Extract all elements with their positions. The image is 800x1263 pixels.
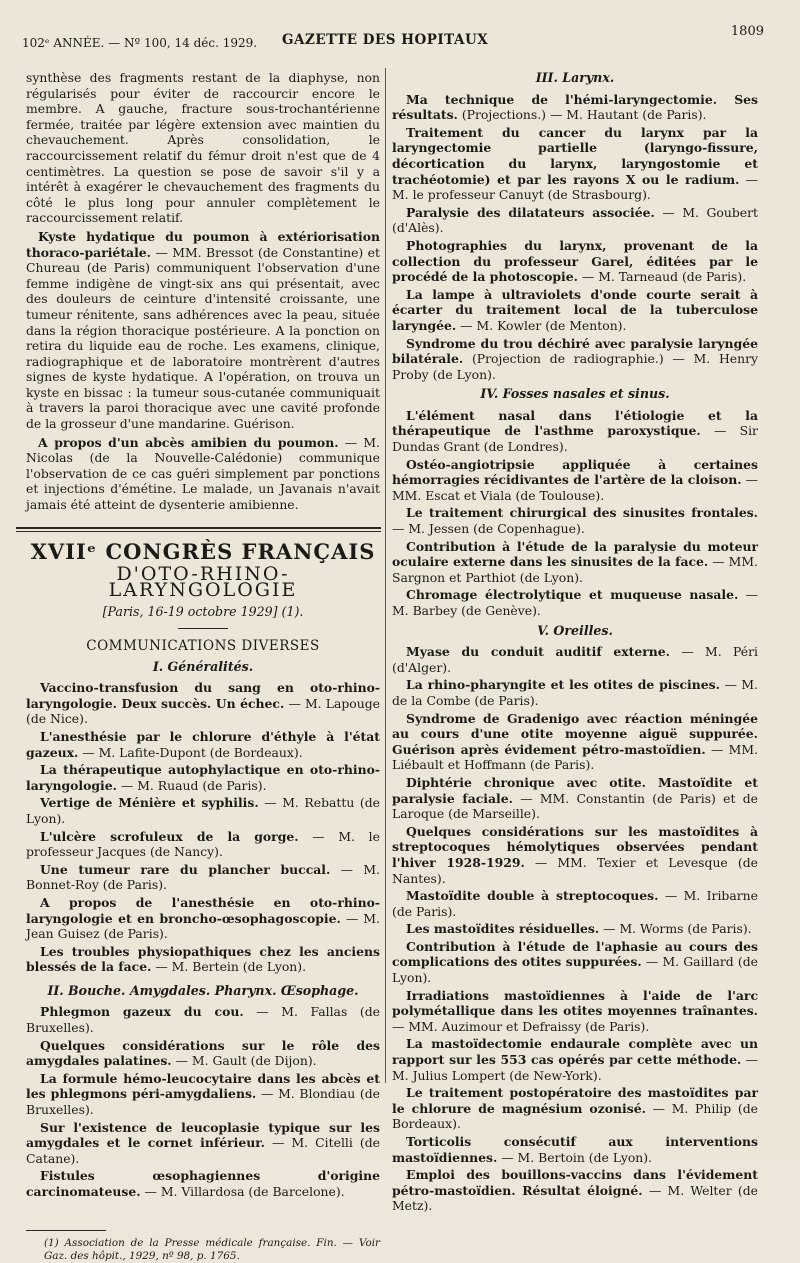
journal-title: GAZETTE DES HOPITAUX xyxy=(282,32,489,48)
article-abces xyxy=(26,435,380,513)
left-column xyxy=(26,70,380,1263)
communication-item xyxy=(26,1168,380,1199)
article-text: — MM. Bressot (de Constantine) et Chureau (de Paris) communiquent l'observation d'une femme indigène de vingt-six ans qui présentait, avec des douleurs de ceinture d'intensité croissante, une tumeur rénitente, sans adhérences avec la peau, située dans la région thoracique postérieure. A la ponction on retira du liquide eau de roche. Les examens, clinique, radiographique et de laboratoire montrèrent d'autres signes de kyste hydatique. A l'opération, on trouva un kyste en bissac : la tumeur sous-cutanée communiquait à travers la paroi thoracique avec une cavité profonde de la grosseur d'une mandarine. Guérison. xyxy=(26,244,380,432)
communication-item xyxy=(26,1071,380,1118)
communication-author: — M. Blondiau (de Bruxelles). xyxy=(26,1086,380,1118)
communication-author: — M. Bonnet-Roy (de Paris). xyxy=(26,861,380,893)
communication-author: — M. le professeur Jacques (de Nancy). xyxy=(26,828,380,860)
right-column xyxy=(392,70,758,1216)
section-heading: V. Oreilles. xyxy=(537,622,613,638)
communication-item xyxy=(26,895,380,942)
communication-item xyxy=(392,505,758,536)
communication-title: Une tumeur rare du plancher buccal. xyxy=(40,861,331,877)
communication-title: La mastoïdectomie endaurale complète avec un rapport sur les 553 cas opérés par cette méthode. xyxy=(392,1036,758,1068)
section-heading: IV. Fosses nasales et sinus. xyxy=(480,386,670,402)
communication-item xyxy=(26,762,380,793)
communication-item xyxy=(392,408,758,455)
communication-author: — MM. Auzimour et Defraissy (de Paris). xyxy=(392,1018,650,1034)
communication-author: — M. Worms (de Paris). xyxy=(603,921,752,937)
communication-author: — M. de la Combe (de Paris). xyxy=(392,677,758,708)
communication-author: — MM. Constantin (de Paris) et de Laroque (de Marseille). xyxy=(392,790,758,822)
communication-author: — M. Villardosa (de Barcelone). xyxy=(144,1184,345,1199)
communication-title: Quelques considérations sur le rôle des amygdales palatines. xyxy=(26,1037,380,1069)
article-title: Kyste hydatique du poumon à extériorisation thoraco-pariétale. xyxy=(26,228,380,260)
communication-author: — M. Gault (de Dijon). xyxy=(175,1053,317,1069)
communication-title: L'ulcère scrofuleux de la gorge. xyxy=(40,828,299,844)
communication-title: La lampe à ultraviolets d'onde courte serait à écarter du traitement local de la tuberculose laryngée. xyxy=(392,286,758,333)
communication-author: — MM. Sargnon et Parthiot (de Lyon). xyxy=(392,554,758,585)
communication-item xyxy=(392,92,758,123)
column-divider xyxy=(385,68,386,1083)
communication-item xyxy=(392,587,758,618)
communication-item xyxy=(392,824,758,886)
communication-author: — M. Péri (d'Alger). xyxy=(392,644,758,675)
communication-author: — M. Barbey (de Genève). xyxy=(392,587,758,618)
communication-item xyxy=(26,680,380,727)
communication-item xyxy=(392,888,758,919)
communication-item xyxy=(392,205,758,236)
communication-title: Ma technique de l'hémi-laryngectomie. Ses résultats. xyxy=(392,91,758,123)
communication-author: — M. Bertein (de Lyon). xyxy=(155,959,307,975)
communication-title: Paralysie des dilatateurs associée. xyxy=(406,204,655,220)
communication-author: — M. Citelli (de Catane). xyxy=(26,1135,380,1166)
section-divider xyxy=(16,527,381,532)
communication-title: Torticolis consécutif aux interventions mastoïdiennes. xyxy=(392,1134,758,1165)
communication-author: — M. Kowler (de Menton). xyxy=(460,317,627,333)
communication-item xyxy=(26,862,380,893)
communication-title: Irradiations mastoïdiennes à l'aide de l'arc polymétallique dans les otites moyennes traînantes. xyxy=(392,987,758,1019)
communication-title: Syndrome du trou déchiré avec paralysie laryngée bilatérale. xyxy=(392,335,758,367)
communications-heading: COMMUNICATIONS DIVERSES xyxy=(86,638,320,654)
article-title: A propos d'un abcès amibien du poumon. xyxy=(38,434,339,450)
section-heading: I. Généralités. xyxy=(152,658,254,674)
communication-title: Diphtérie chronique avec otite. Mastoïdite et paralysie faciale. xyxy=(392,774,758,806)
communication-title: Myase du conduit auditif externe. xyxy=(406,644,670,660)
communication-title: Ostéo-angiotripsie appliquée à certaines hémorragies récidivantes de l'artère de la cloison. xyxy=(392,456,758,488)
page-number: 1809 xyxy=(730,24,764,39)
communication-item xyxy=(392,711,758,773)
communication-item xyxy=(392,921,758,937)
communication-author: — M. Lapouge (de Nice). xyxy=(26,695,380,727)
communication-title: La rhino-pharyngite et les otites de piscines. xyxy=(406,677,720,693)
communication-item xyxy=(392,939,758,986)
communication-item xyxy=(392,457,758,504)
communication-author: — M. Julius Lompert (de New-York). xyxy=(392,1052,758,1083)
communication-author: — M. Ruaud (de Paris). xyxy=(120,777,267,793)
communication-title: Les troubles physiopathiques chez les anciens blessés de la face. xyxy=(26,943,380,975)
congress-date: [Paris, 16-19 octobre 1929] (1). xyxy=(102,604,304,620)
communication-author: — M. Bertoin (de Lyon). xyxy=(501,1149,653,1165)
communication-title: Photographies du larynx, provenant de la collection du professeur Garel, éditées par le procédé de la photoscopie. xyxy=(392,237,758,285)
communication-author: — M. Jean Guisez (de Paris). xyxy=(26,910,380,942)
communication-item xyxy=(392,1167,758,1214)
communications-list xyxy=(26,1004,380,1199)
communication-item xyxy=(392,677,758,708)
communication-item xyxy=(392,287,758,334)
communication-item xyxy=(26,795,380,826)
section-heading: II. Bouche. Amygdales. Pharynx. Œsophage. xyxy=(47,982,359,998)
communication-author: — Sir Dundas Grant (de Londres). xyxy=(392,423,758,455)
communication-author: — M. Gaillard (de Lyon). xyxy=(392,954,758,986)
communications-list xyxy=(392,92,758,383)
paragraph-synthese: synthèse des fragments restant de la diaphyse, non régularisés pour éviter de raccourcir encore le membre. A gauche, fracture sous-trochantérienne fermée, traitée par légère extension avec maintien du chevauchement. Après consolidation, le raccourcissement relatif du fémur droit n'est que de 4 centimètres. La question se pose de savoir s'il y a intérêt à exagérer le chevauchement des fragments du côté le plus long pour annuler complètement le raccourcissement relatif. xyxy=(26,70,380,226)
footnote: (1) Association de la Presse médicale française. Fin. — Voir Gaz. des hôpit., 1929, nº 98, p. 1765. xyxy=(44,1236,380,1262)
communication-item xyxy=(392,1036,758,1083)
communication-item xyxy=(26,944,380,975)
communication-title: Syndrome de Gradenigo avec réaction méningée au cours d'une otite moyenne aiguë suppurée. Guérison après évidement pétro-mastoïdien. xyxy=(392,710,758,757)
communication-author: — MM. Escat et Viala (de Toulouse). xyxy=(392,472,758,503)
communication-title: La thérapeutique autophylactique en oto-rhino-laryngologie. xyxy=(26,762,380,793)
congress-subtitle: D'OTO-RHINO-LARYNGOLOGIE xyxy=(108,563,298,601)
issue-info: 102ᵉ ANNÉE. — Nº 100, 14 déc. 1929. xyxy=(22,36,258,50)
communication-title: L'élément nasal dans l'étiologie et la thérapeutique de l'asthme paroxystique. xyxy=(392,407,758,439)
communication-item xyxy=(392,644,758,675)
congress-title: XVIIᵉ CONGRÈS FRANÇAIS xyxy=(30,538,376,564)
communication-title: Fistules œsophagiennes d'origine carcinomateuse. xyxy=(26,1168,380,1199)
communication-title: A propos de l'anesthésie en oto-rhino-laryngologie et en broncho-œsophagoscopie. xyxy=(26,894,380,926)
communication-title: Chromage électrolytique et muqueuse nasale. xyxy=(406,587,739,603)
communication-item xyxy=(392,336,758,383)
article-kyste xyxy=(26,229,380,432)
communication-item xyxy=(392,238,758,285)
communication-author: (Projections.) — M. Hautant (de Paris). xyxy=(461,107,707,123)
communication-title: Quelques considérations sur les mastoïdites à streptocoques hémolytiques observées pendant l'hiver 1928-1929. xyxy=(392,823,758,870)
communication-author: — M. Tarneaud (de Paris). xyxy=(581,269,747,285)
communication-title: Emploi des bouillons-vaccins dans l'évidement pétro-mastoïdien. Résultat éloigné. xyxy=(392,1167,758,1198)
short-rule xyxy=(178,628,228,629)
communication-title: Vertige de Ménière et syphilis. xyxy=(40,795,259,811)
communication-title: Mastoïdite double à streptocoques. xyxy=(406,888,659,904)
footnote-rule xyxy=(26,1230,106,1231)
communication-author: — M. Lafite-Dupont (de Bordeaux). xyxy=(82,744,303,760)
communications-list xyxy=(392,644,758,1214)
communication-title: Contribution à l'étude de la paralysie du moteur oculaire externe dans les sinusites de la face. xyxy=(392,538,758,570)
communication-author: — MM. Texier et Levesque (de Nantes). xyxy=(392,854,758,886)
communication-title: Phlegmon gazeux du cou. xyxy=(40,1004,244,1020)
communications-list xyxy=(26,680,380,975)
running-header xyxy=(22,24,782,54)
communication-item xyxy=(392,125,758,203)
section-heading: III. Larynx. xyxy=(535,70,615,85)
communication-item xyxy=(392,988,758,1035)
communication-author: — M. Rebattu (de Lyon). xyxy=(26,795,380,826)
communication-title: Le traitement postopératoire des mastoïdites par le chlorure de magnésium ozonisé. xyxy=(392,1085,758,1116)
communication-author: — M. Jessen (de Copenhague). xyxy=(392,521,585,537)
communication-item xyxy=(26,729,380,760)
communication-author: — M. Goubert (d'Alès). xyxy=(392,204,758,236)
communication-item xyxy=(26,1120,380,1167)
communication-item xyxy=(26,829,380,860)
communication-title: Traitement du cancer du larynx par la laryngectomie partielle (laryngo-fissure, décortication du larynx, laryngostomie et trachéotomie) et par les rayons X ou le radium. xyxy=(392,124,758,187)
communication-author: — M. Philip (de Bordeaux). xyxy=(392,1100,758,1132)
communication-title: Le traitement chirurgical des sinusites frontales. xyxy=(406,505,758,521)
communication-author: — M. Welter (de Metz). xyxy=(392,1182,758,1214)
communication-title: L'anesthésie par le chlorure d'éthyle à l'état gazeux. xyxy=(26,728,380,760)
communications-list xyxy=(392,408,758,619)
communication-item xyxy=(392,775,758,822)
communication-title: Vaccino-transfusion du sang en oto-rhino-laryngologie. Deux succès. Un échec. xyxy=(26,680,380,711)
communication-title: Les mastoïdites résiduelles. xyxy=(406,921,600,937)
communication-item xyxy=(26,1038,380,1069)
communication-title: Sur l'existence de leucoplasie typique sur les amygdales et le cornet inférieur. xyxy=(26,1119,380,1151)
communication-item xyxy=(392,1085,758,1132)
communication-item xyxy=(392,539,758,586)
communication-author: — M. le professeur Canuyt (de Strasbourg). xyxy=(392,171,758,203)
communication-author: — M. Iribarne (de Paris). xyxy=(392,888,758,919)
article-text: — M. Nicolas (de la Nouvelle-Calédonie) communique l'observation de ce cas guéri simplement par ponctions et injections d'émétine. Le malade, un Javanais n'avait jamais été atteint de dysenterie amibienne. xyxy=(26,434,380,513)
communication-item xyxy=(392,1134,758,1165)
communication-item xyxy=(26,1004,380,1035)
communication-title: La formule hémo-leucocytaire dans les abcès et les phlegmons péri-amygdaliens. xyxy=(26,1070,380,1102)
communication-title: Contribution à l'étude de l'aphasie au cours des complications des otites suppurées. xyxy=(392,938,758,970)
communication-author: — MM. Liébault et Hoffmann (de Paris). xyxy=(392,741,758,773)
communication-author: — M. Fallas (de Bruxelles). xyxy=(26,1004,380,1036)
communication-author: (Projection de radiographie.) — M. Henry Proby (de Lyon). xyxy=(392,351,758,382)
